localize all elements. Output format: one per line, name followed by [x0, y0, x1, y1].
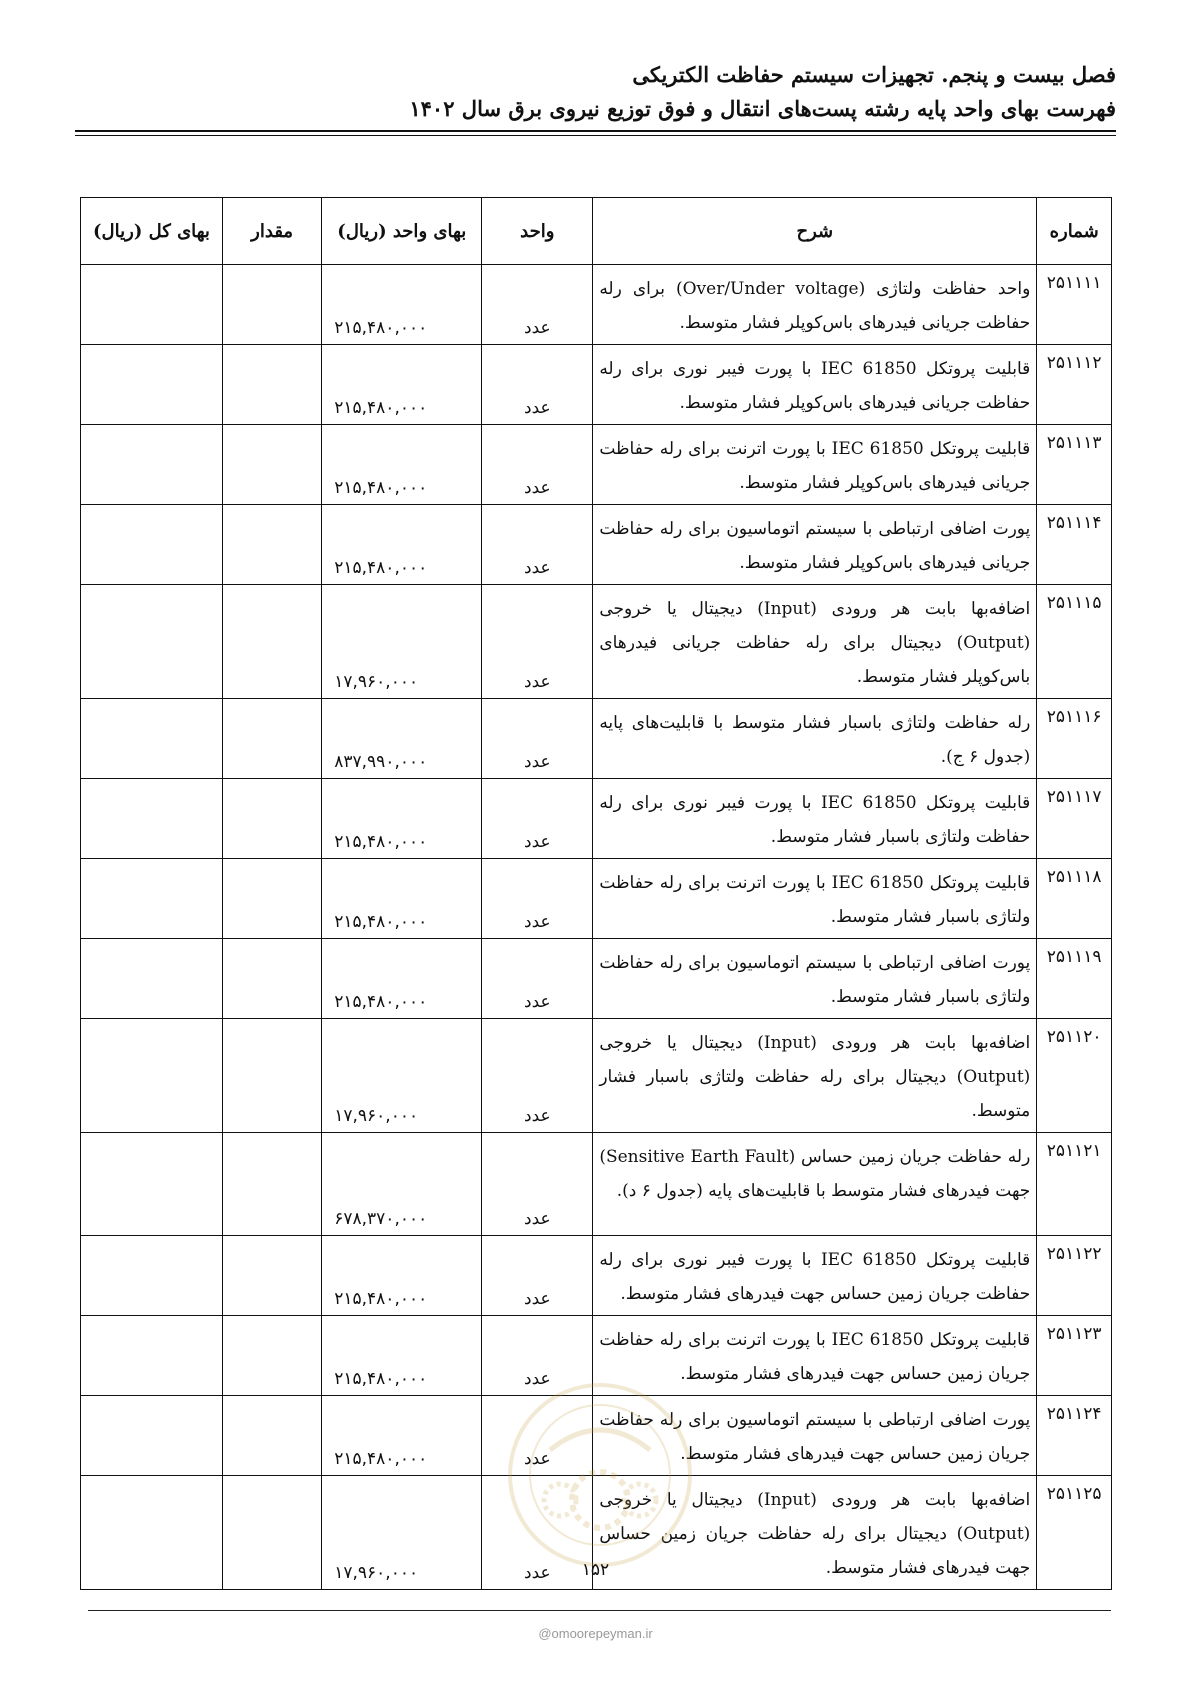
row-description: قابلیت پروتکل IEC 61850 با پورت فیبر نوری برای رله حفاظت جریان زمین حساس جهت فیدرهای فشار متوسط.	[593, 1236, 1037, 1316]
row-total-price	[81, 1316, 223, 1396]
row-unit: عدد	[482, 1476, 593, 1590]
row-quantity	[223, 345, 322, 425]
row-total-price	[81, 345, 223, 425]
col-header-total: بهای کل (ریال)	[81, 198, 223, 265]
col-header-unit: واحد	[482, 198, 593, 265]
table-row	[81, 859, 1112, 939]
row-unit-price: ۱۷,۹۶۰,۰۰۰	[322, 585, 482, 699]
row-unit-price: ۲۱۵,۴۸۰,۰۰۰	[322, 779, 482, 859]
row-unit: عدد	[482, 699, 593, 779]
table-row	[81, 939, 1112, 1019]
row-unit-price: ۲۱۵,۴۸۰,۰۰۰	[322, 265, 482, 345]
table-row	[81, 1019, 1112, 1133]
row-code: ۲۵۱۱۱۲	[1037, 345, 1112, 425]
row-description: قابلیت پروتکل IEC 61850 با پورت فیبر نوری برای رله حفاظت جریانی فیدرهای باس‌کوپلر فشار متوسط.	[593, 345, 1037, 425]
row-description: اضافه‌بها بابت هر ورودی (Input) دیجیتال یا خروجی (Output) دیجیتال برای رله حفاظت جریانی فیدرهای باس‌کوپلر فشار متوسط.	[593, 585, 1037, 699]
row-total-price	[81, 505, 223, 585]
row-code: ۲۵۱۱۱۹	[1037, 939, 1112, 1019]
table-row	[81, 505, 1112, 585]
row-unit: عدد	[482, 585, 593, 699]
row-code: ۲۵۱۱۱۷	[1037, 779, 1112, 859]
row-unit-price: ۱۷,۹۶۰,۰۰۰	[322, 1476, 482, 1590]
row-total-price	[81, 1396, 223, 1476]
row-unit-price: ۲۱۵,۴۸۰,۰۰۰	[322, 859, 482, 939]
row-unit-price: ۶۷۸,۳۷۰,۰۰۰	[322, 1133, 482, 1236]
row-description: اضافه‌بها بابت هر ورودی (Input) دیجیتال یا خروجی (Output) دیجیتال برای رله حفاظت ولتاژی باسبار فشار متوسط.	[593, 1019, 1037, 1133]
row-description: رله حفاظت ولتاژی باسبار فشار متوسط با قابلیت‌های پایه (جدول ۶ ج).	[593, 699, 1037, 779]
row-unit: عدد	[482, 859, 593, 939]
row-total-price	[81, 859, 223, 939]
col-header-qty: مقدار	[223, 198, 322, 265]
page-number: ۱۵۲	[581, 1560, 610, 1580]
row-unit-price: ۸۳۷,۹۹۰,۰۰۰	[322, 699, 482, 779]
row-code: ۲۵۱۱۱۱	[1037, 265, 1112, 345]
row-total-price	[81, 1236, 223, 1316]
price-table	[80, 197, 1112, 1590]
table-row	[81, 1316, 1112, 1396]
row-quantity	[223, 1133, 322, 1236]
row-quantity	[223, 1019, 322, 1133]
row-code: ۲۵۱۱۱۵	[1037, 585, 1112, 699]
footer-site: @omoorepeyman.ir	[538, 1626, 653, 1641]
col-header-code: شماره	[1037, 198, 1112, 265]
row-code: ۲۵۱۱۱۶	[1037, 699, 1112, 779]
row-unit: عدد	[482, 1019, 593, 1133]
row-unit-price: ۲۱۵,۴۸۰,۰۰۰	[322, 1236, 482, 1316]
document-title: فهرست بهای واحد پایه رشته پست‌های انتقال و فوق توزیع نیروی برق سال ۱۴۰۲	[409, 96, 1116, 121]
row-description: قابلیت پروتکل IEC 61850 با پورت فیبر نوری برای رله حفاظت ولتاژی باسبار فشار متوسط.	[593, 779, 1037, 859]
row-unit-price: ۲۱۵,۴۸۰,۰۰۰	[322, 939, 482, 1019]
row-code: ۲۵۱۱۲۵	[1037, 1476, 1112, 1590]
row-description: واحد حفاظت ولتاژی (Over/Under voltage) برای رله حفاظت جریانی فیدرهای باس‌کوپلر فشار متوسط.	[593, 265, 1037, 345]
row-unit-price: ۱۷,۹۶۰,۰۰۰	[322, 1019, 482, 1133]
row-quantity	[223, 1396, 322, 1476]
row-quantity	[223, 939, 322, 1019]
header-rule-thin	[75, 135, 1116, 136]
row-unit: عدد	[482, 425, 593, 505]
row-description: قابلیت پروتکل IEC 61850 با پورت اترنت برای رله حفاظت ولتاژی باسبار فشار متوسط.	[593, 859, 1037, 939]
row-description: قابلیت پروتکل IEC 61850 با پورت اترنت برای رله حفاظت جریان زمین حساس جهت فیدرهای فشار متوسط.	[593, 1316, 1037, 1396]
row-unit: عدد	[482, 1316, 593, 1396]
page-header	[76, 58, 1116, 126]
row-total-price	[81, 265, 223, 345]
row-description: پورت اضافی ارتباطی با سیستم اتوماسیون برای رله حفاظت جریانی فیدرهای باس‌کوپلر فشار متوسط.	[593, 505, 1037, 585]
table-row	[81, 699, 1112, 779]
row-unit-price: ۲۱۵,۴۸۰,۰۰۰	[322, 1396, 482, 1476]
row-unit: عدد	[482, 1133, 593, 1236]
table-row	[81, 585, 1112, 699]
row-quantity	[223, 1316, 322, 1396]
table-header-row	[81, 198, 1112, 265]
table-row	[81, 1236, 1112, 1316]
row-quantity	[223, 859, 322, 939]
row-unit: عدد	[482, 1396, 593, 1476]
col-header-desc: شرح	[593, 198, 1037, 265]
row-quantity	[223, 779, 322, 859]
table-row	[81, 345, 1112, 425]
row-description: پورت اضافی ارتباطی با سیستم اتوماسیون برای رله حفاظت جریان زمین حساس جهت فیدرهای فشار متوسط.	[593, 1396, 1037, 1476]
row-total-price	[81, 1019, 223, 1133]
row-unit: عدد	[482, 345, 593, 425]
row-total-price	[81, 1133, 223, 1236]
row-unit: عدد	[482, 505, 593, 585]
col-header-price: بهای واحد (ریال)	[322, 198, 482, 265]
row-quantity	[223, 585, 322, 699]
footer-rule	[88, 1610, 1111, 1611]
row-total-price	[81, 779, 223, 859]
row-description: رله حفاظت جریان زمین حساس (Sensitive Earth Fault) جهت فیدرهای فشار متوسط با قابلیت‌های پایه (جدول ۶ د).	[593, 1133, 1037, 1236]
row-quantity	[223, 1236, 322, 1316]
row-description: پورت اضافی ارتباطی با سیستم اتوماسیون برای رله حفاظت ولتاژی باسبار فشار متوسط.	[593, 939, 1037, 1019]
row-quantity	[223, 265, 322, 345]
row-unit: عدد	[482, 939, 593, 1019]
row-total-price	[81, 425, 223, 505]
row-unit: عدد	[482, 1236, 593, 1316]
row-unit-price: ۲۱۵,۴۸۰,۰۰۰	[322, 1316, 482, 1396]
row-code: ۲۵۱۱۲۴	[1037, 1396, 1112, 1476]
row-total-price	[81, 699, 223, 779]
table-row	[81, 779, 1112, 859]
row-total-price	[81, 585, 223, 699]
table-row	[81, 265, 1112, 345]
table-row	[81, 1396, 1112, 1476]
row-unit: عدد	[482, 265, 593, 345]
chapter-title: فصل بیست و پنجم. تجهیزات سیستم حفاظت الکتریکی	[632, 62, 1116, 87]
row-description: قابلیت پروتکل IEC 61850 با پورت اترنت برای رله حفاظت جریانی فیدرهای باس‌کوپلر فشار متوسط.	[593, 425, 1037, 505]
row-code: ۲۵۱۱۲۱	[1037, 1133, 1112, 1236]
row-unit-price: ۲۱۵,۴۸۰,۰۰۰	[322, 425, 482, 505]
row-quantity	[223, 699, 322, 779]
row-unit-price: ۲۱۵,۴۸۰,۰۰۰	[322, 505, 482, 585]
table-row	[81, 1133, 1112, 1236]
row-code: ۲۵۱۱۱۸	[1037, 859, 1112, 939]
table-row	[81, 425, 1112, 505]
row-code: ۲۵۱۱۱۳	[1037, 425, 1112, 505]
row-quantity	[223, 425, 322, 505]
row-description: اضافه‌بها بابت هر ورودی (Input) دیجیتال یا خروجی (Output) دیجیتال برای رله حفاظت جریان زمین حساس جهت فیدرهای فشار متوسط.	[593, 1476, 1037, 1590]
row-unit: عدد	[482, 779, 593, 859]
row-total-price	[81, 939, 223, 1019]
row-code: ۲۵۱۱۲۲	[1037, 1236, 1112, 1316]
row-code: ۲۵۱۱۱۴	[1037, 505, 1112, 585]
row-code: ۲۵۱۱۲۳	[1037, 1316, 1112, 1396]
header-rule	[75, 130, 1116, 132]
row-code: ۲۵۱۱۲۰	[1037, 1019, 1112, 1133]
row-unit-price: ۲۱۵,۴۸۰,۰۰۰	[322, 345, 482, 425]
row-quantity	[223, 505, 322, 585]
